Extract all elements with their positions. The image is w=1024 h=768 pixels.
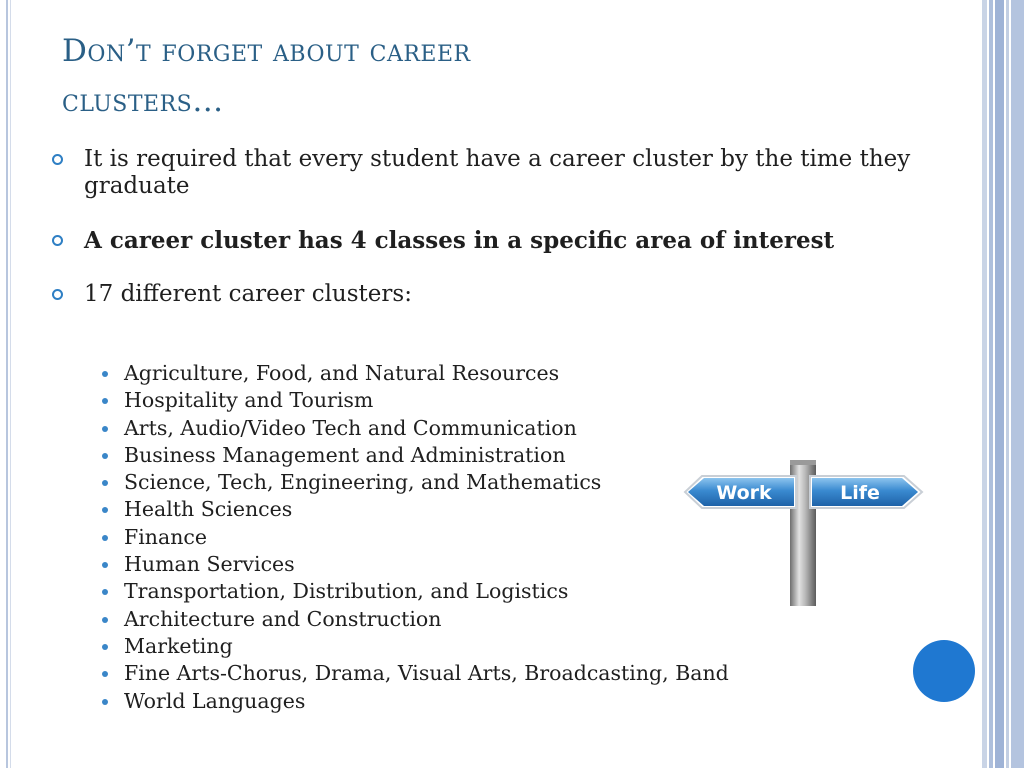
bullet-text: A career cluster has 4 classes in a specific area of interest: [84, 227, 835, 254]
bullet-item: [52, 146, 912, 200]
bullet-dot-icon: [102, 535, 108, 541]
cluster-text: Health Sciences: [124, 497, 293, 522]
bullet-ring-icon: [52, 154, 63, 165]
bullet-dot-icon: [102, 371, 108, 377]
bullet-dot-icon: [102, 398, 108, 404]
bullet-item: [52, 227, 912, 254]
bullet-dot-icon: [102, 644, 108, 650]
decorative-blue-circle: [913, 640, 975, 702]
slide-title: [62, 26, 942, 126]
bullet-dot-icon: [102, 480, 108, 486]
cluster-text: World Languages: [124, 688, 306, 713]
bullet-text: 17 different career clusters:: [84, 281, 412, 307]
bullet-dot-icon: [102, 426, 108, 432]
bullet-dot-icon: [102, 562, 108, 568]
title-line-1: Don’t forget about career: [62, 33, 471, 69]
work-life-signpost: [682, 458, 926, 606]
title-line-2: clusters…: [62, 83, 224, 119]
right-decorative-stripes: [982, 0, 1024, 768]
cluster-text: Human Services: [124, 552, 295, 577]
life-label: Life: [840, 482, 880, 504]
bullet-dot-icon: [102, 617, 108, 623]
cluster-item: [100, 606, 800, 633]
work-label: Work: [716, 482, 772, 504]
bullet-ring-icon: [52, 235, 63, 246]
cluster-text: Arts, Audio/Video Tech and Communication: [124, 415, 577, 440]
cluster-item: [100, 387, 800, 414]
work-sign: [685, 476, 796, 508]
cluster-item: [100, 633, 800, 660]
bullet-text: It is required that every student have a career cluster by the time they graduate: [84, 146, 911, 199]
cluster-text: Hospitality and Tourism: [124, 388, 374, 413]
cluster-item: [100, 360, 800, 387]
cluster-text: Transportation, Distribution, and Logistics: [124, 579, 569, 604]
bullet-dot-icon: [102, 671, 108, 677]
bullet-dot-icon: [102, 507, 108, 513]
bullet-dot-icon: [102, 453, 108, 459]
main-bullet-list: [52, 146, 912, 335]
cluster-text: Science, Tech, Engineering, and Mathematics: [124, 470, 602, 495]
bullet-dot-icon: [102, 699, 108, 705]
cluster-text: Agriculture, Food, and Natural Resources: [124, 361, 560, 385]
bullet-item: [52, 281, 912, 308]
cluster-text: Marketing: [124, 633, 233, 658]
cluster-item: [100, 688, 800, 715]
cluster-item: [100, 415, 800, 442]
cluster-item: [100, 660, 800, 687]
bullet-ring-icon: [52, 289, 63, 300]
left-border-line: [6, 0, 8, 768]
left-border-line-inner: [10, 0, 11, 768]
cluster-text: Finance: [124, 524, 208, 549]
life-sign: [810, 476, 922, 508]
cluster-text: Fine Arts-Chorus, Drama, Visual Arts, Broadcasting, Band: [124, 661, 729, 686]
cluster-text: Business Management and Administration: [124, 442, 566, 467]
cluster-text: Architecture and Construction: [124, 606, 442, 631]
bullet-dot-icon: [102, 589, 108, 595]
